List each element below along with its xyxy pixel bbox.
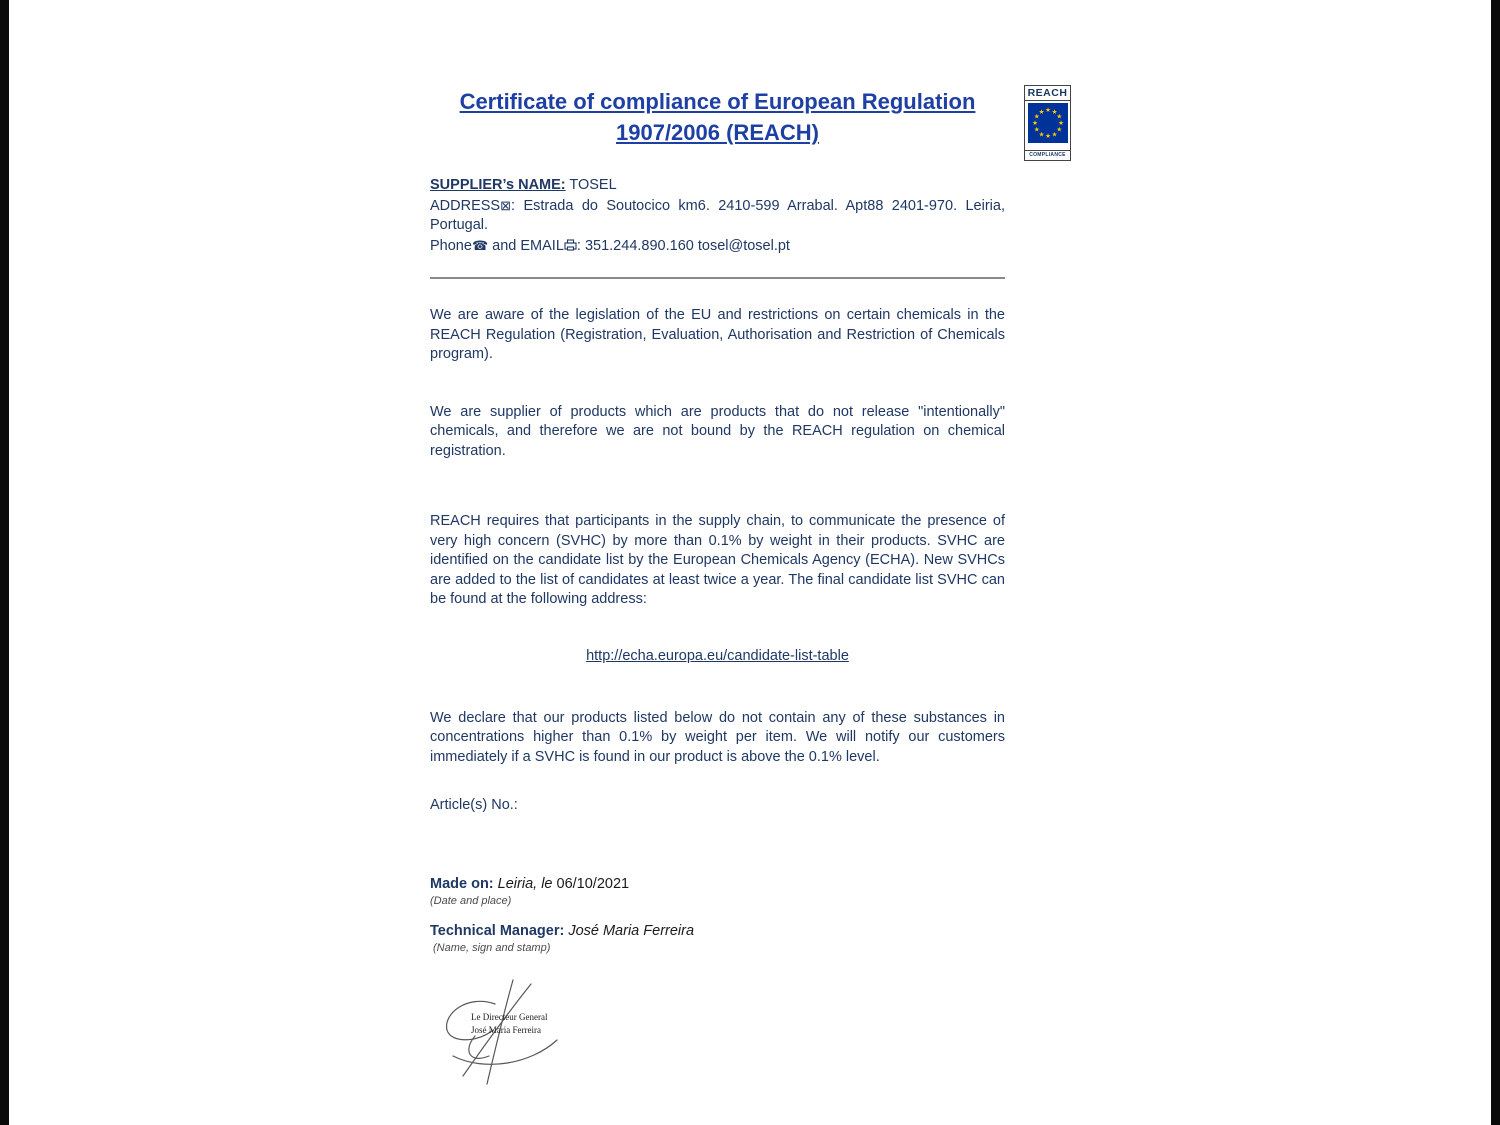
reach-compliance-logo — [1024, 85, 1071, 161]
eu-flag — [1025, 101, 1070, 150]
made-on-place: Leiria, le — [493, 876, 553, 892]
eu-star-icon: ★ — [1057, 120, 1064, 128]
supplier-address-line — [430, 196, 1005, 236]
article-number-label: Article(s) No.: — [430, 797, 518, 813]
address-value: : Estrada do Soutocico km6. 2410-599 Arrabal. Apt88 2401-970. Leiria, Portugal. — [430, 197, 1005, 233]
technical-manager-line — [430, 923, 1005, 939]
eu-star-icon: ★ — [1044, 133, 1051, 141]
compliance-logo-text: COMPLIANCE — [1025, 150, 1070, 160]
supplier-name-value: TOSEL — [565, 177, 617, 193]
scan-edge-right — [1491, 0, 1500, 1125]
stamp-text-line2: José Maria Ferreira — [471, 1025, 541, 1035]
section-divider — [430, 277, 1005, 279]
made-on-line — [430, 876, 1005, 892]
envelope-icon: ⊠ — [500, 197, 512, 213]
paragraph-reach-requirements: REACH requires that participants in the supply chain, to communicate the presence of very high concern (SVHC) by more than 0.1% by weight in their products. SVHC are identified on the candidate list by the European Chemicals Agency (ECHA). New SVHCs are added to the list of candidates at least twice a year. The final candidate list SVHC can be found at the following address: — [430, 513, 1005, 607]
scan-edge-left — [0, 0, 9, 1125]
page-title-line2: 1907/2006 (REACH) — [616, 120, 819, 145]
eu-star-icon: ★ — [1051, 108, 1057, 116]
eu-star-icon: ★ — [1055, 126, 1062, 134]
technical-manager-name: José Maria Ferreira — [564, 923, 695, 939]
stamp-text-line1: Le Directeur General — [471, 1012, 548, 1022]
paragraph-awareness: We are aware of the legislation of the EU and restrictions on certain chemicals in the REACH Regulation (Registration, Evaluation, Authorisation and Restriction of Chemicals program). — [430, 307, 1005, 362]
eu-star-icon: ★ — [1055, 113, 1062, 121]
paragraph-supplier-statement: We are supplier of products which are products that do not release "intentionally" chemicals, and therefore we are not bound by the REACH regulation on chemical registration. — [430, 403, 1005, 459]
eu-star-icon: ★ — [1044, 107, 1051, 115]
name-sign-stamp-note: (Name, sign and stamp) — [433, 942, 551, 954]
supplier-block — [430, 176, 1005, 257]
email-label: and EMAIL — [488, 237, 564, 254]
candidate-list-link[interactable]: http://echa.europa.eu/candidate-list-table — [586, 647, 849, 664]
signature-stroke-5 — [469, 1036, 489, 1058]
candidate-list-link-row — [430, 648, 1005, 664]
eu-star-icon: ★ — [1038, 108, 1044, 116]
fax-icon — [564, 238, 577, 258]
reach-logo-text: REACH — [1025, 86, 1070, 101]
eu-star-icon: ★ — [1031, 120, 1038, 128]
supplier-contact-line — [430, 236, 1005, 258]
phone-label: Phone — [430, 237, 472, 254]
paragraph-declaration: We declare that our products listed below do not contain any of these substances in concentrations higher than 0.1% by weight per item. We will notify our customers immediately if a SVHC is found in our product is above the 0.1% level. — [430, 709, 1005, 765]
made-on-label: Made on: — [430, 876, 494, 892]
eu-star-icon: ★ — [1033, 126, 1040, 134]
made-on-date: 06/10/2021 — [552, 876, 630, 892]
contact-value: : 351.244.890.160 tosel@tosel.pt — [576, 237, 790, 254]
supplier-name-line — [430, 176, 1005, 196]
address-label: ADDRESS — [430, 197, 501, 214]
eu-star-icon: ★ — [1038, 131, 1044, 139]
date-place-note: (Date and place) — [430, 895, 512, 907]
page-title — [430, 86, 1005, 148]
certificate-body — [430, 86, 1005, 1095]
eu-star-icon: ★ — [1033, 113, 1040, 121]
technical-manager-label: Technical Manager: — [430, 923, 565, 939]
eu-star-icon: ★ — [1051, 131, 1057, 139]
supplier-name-label: SUPPLIER’s NAME: — [430, 177, 566, 193]
phone-icon: ☎ — [471, 237, 489, 253]
signature-scribble — [435, 978, 580, 1090]
page-title-line1: Certificate of compliance of European Regulation — [459, 89, 976, 114]
eu-flag-svg — [1028, 103, 1068, 143]
